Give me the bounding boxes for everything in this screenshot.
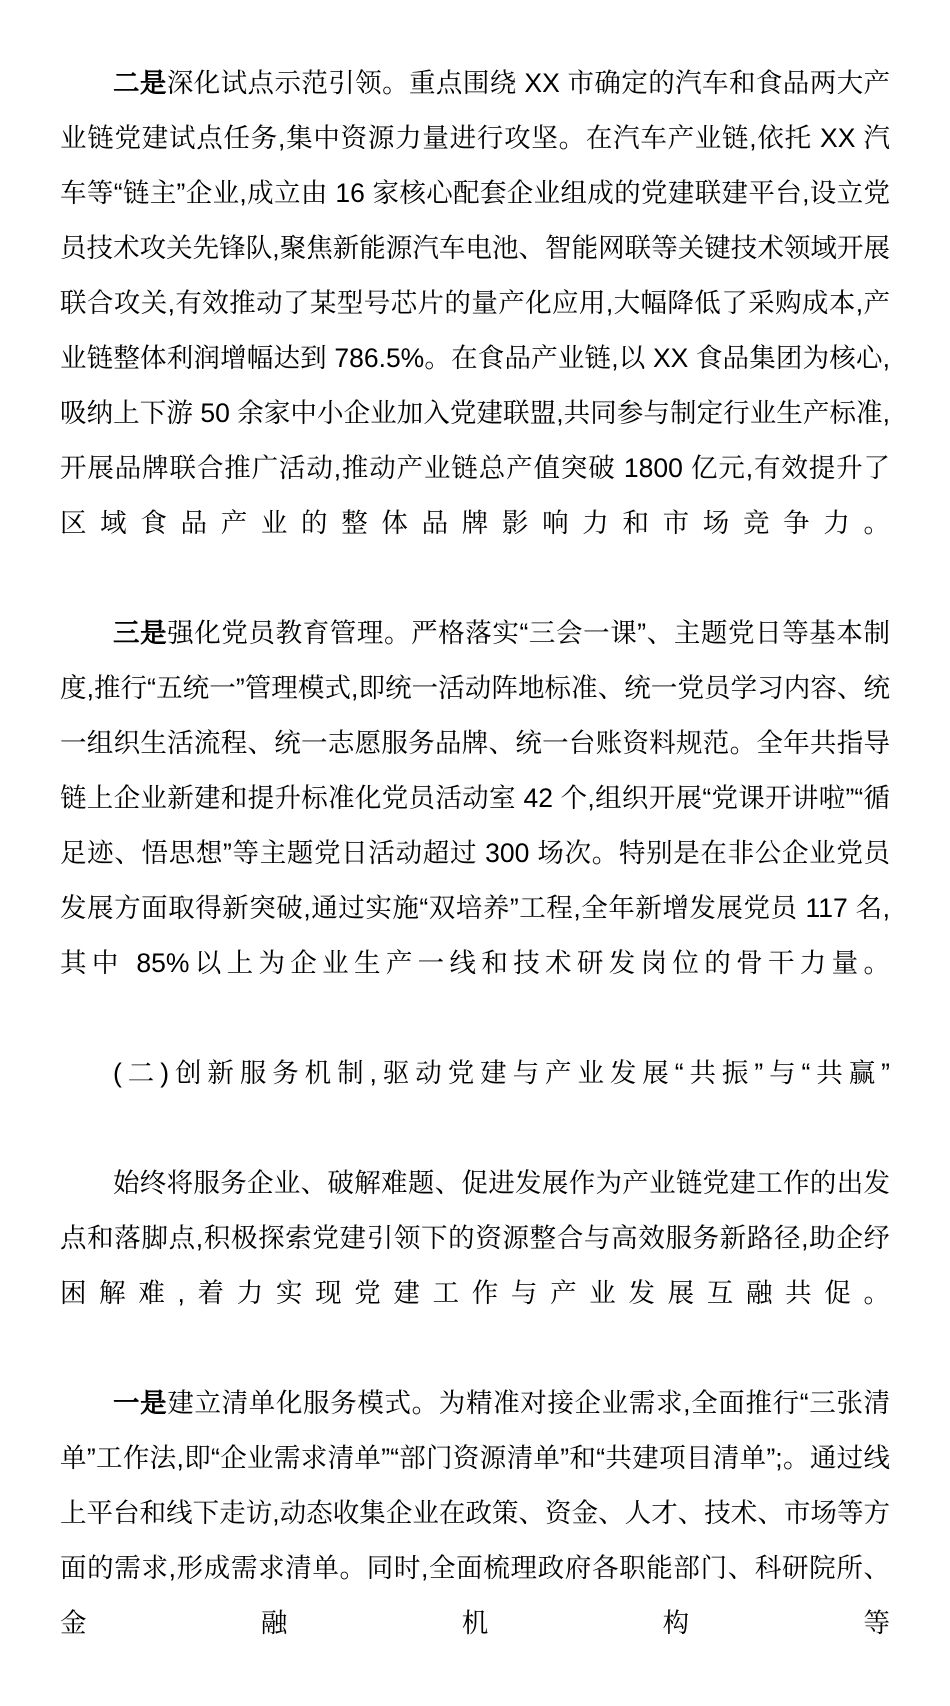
paragraph-text: 深化试点示范引领。重点围绕 XX 市确定的汽车和食品两大产业链党建试点任务,集中资源力量进行攻坚。在汽车产业链,依托 XX 汽车等“链主”企业,成立由 16 家核心配套企业组成的党建联建平台,设立党员技术攻关先锋队,聚焦新能源汽车电池、智能网联等关键技术领域开展联合攻关,有效推动了某型号芯片的量产化应用,大幅降低了采购成本,产业链整体利润增幅达到 786.5%。在食品产业链,以 XX 食品集团为核心,吸纳上下游 50 余家中小企业加入党建联盟,共同参与制定行业生产标准,开展品牌联合推广活动,推动产业链总产值突破 1800 亿元,有效提升了区域食品产业的整体品牌影响力和市场竞争力。 bbox=[60, 68, 891, 538]
paragraph-text: 始终将服务企业、破解难题、促进发展作为产业链党建工作的出发点和落脚点,积极探索党建引领下的资源整合与高效服务新路径,助企纾困解难,着力实现党建工作与产业发展互融共促。 bbox=[60, 1168, 890, 1308]
paragraph-yi-shi bbox=[60, 1376, 890, 1706]
paragraph-intro bbox=[60, 1156, 890, 1376]
paragraph-lead-label: 一是 bbox=[113, 1388, 168, 1418]
paragraph-text: 强化党员教育管理。严格落实“三会一课”、主题党日等基本制度,推行“五统一”管理模式,即统一活动阵地标准、统一党员学习内容、统一组织生活流程、统一志愿服务品牌、统一台账资料规范。全年共指导链上企业新建和提升标准化党员活动室 42 个,组织开展“党课开讲啦”“循足迹、悟思想”等主题党日活动超过 300 场次。特别是在非公企业党员发展方面取得新突破,通过实施“双培养”工程,全年新增发展党员 117 名,其中 85%以上为企业生产一线和技术研发岗位的骨干力量。 bbox=[60, 618, 890, 978]
paragraph-lead-label: 三是 bbox=[113, 618, 168, 648]
paragraph-er-shi bbox=[60, 56, 890, 606]
document-body bbox=[60, 56, 890, 1706]
paragraph-text: 建立清单化服务模式。为精准对接企业需求,全面推行“三张清单”工作法,即“企业需求清单”“部门资源清单”和“共建项目清单”;。通过线上平台和线下走访,动态收集企业在政策、资金、人才、技术、市场等方面的需求,形成需求清单。同时,全面梳理政府各职能部门、科研院所、金融机构等 bbox=[60, 1388, 891, 1638]
paragraph-san-shi bbox=[60, 606, 890, 1046]
section-heading-text: (二)创新服务机制,驱动党建与产业发展“共振”与“共赢” bbox=[113, 1058, 890, 1088]
paragraph-lead-label: 二是 bbox=[113, 68, 167, 98]
section-heading-er bbox=[60, 1046, 890, 1156]
